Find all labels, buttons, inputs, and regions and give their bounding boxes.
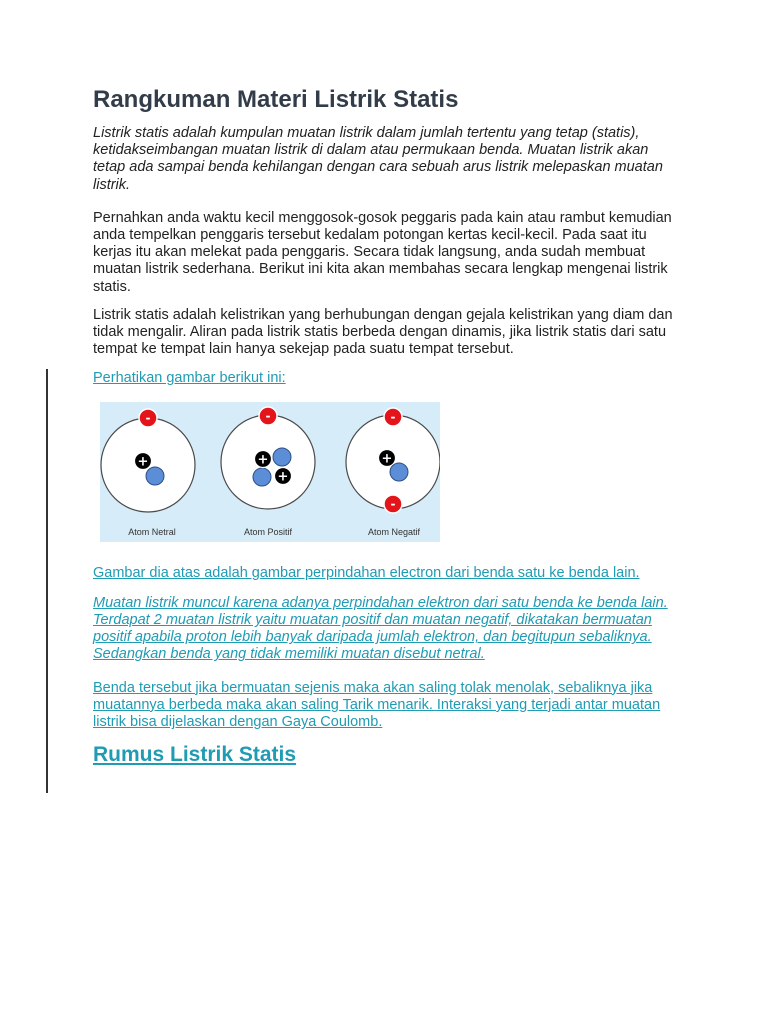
atom-positif-proton-1-sign: +: [257, 452, 269, 468]
atom-netral: [101, 409, 195, 537]
atom-positif-proton-2-sign: +: [277, 469, 289, 485]
atom-positif: [221, 407, 315, 537]
paragraph-gambar-caption[interactable]: Gambar dia atas adalah gambar perpindahan electron dari benda satu ke benda lain.: [93, 564, 640, 581]
atom-negatif-electron-1-sign: -: [390, 409, 396, 424]
paragraph-gaya-coulomb[interactable]: Benda tersebut jika bermuatan sejenis maka akan saling tolak menolak, sebaliknya jika muatannya berbeda maka akan saling Tarik menarik. Interaksi yang terjadi antar muatan listrik bisa dijelaskan dengan Gaya Coulomb.: [93, 679, 661, 731]
paragraph-ruler-experiment: Pernahkan anda waktu kecil menggosok-gosok peggaris pada kain atau rambut kemudian anda tempelkan penggaris tersebut kedalam potongan kertas kecil-kecil. Pada saat itu kerjas itu akan melekat pada penggaris. Secara tidak langsung, anda sudah membuat muatan listrik sederhana. Berikut ini kita akan membahas secara lengkap mengenai listrik statis.: [93, 209, 672, 295]
atom-negatif: [346, 408, 440, 537]
intro-paragraph: Listrik statis adalah kumpulan muatan listrik dalam jumlah tertentu yang tetap (statis), ketidakseimbangan muatan listrik di dalam atau permukaan benda. Muatan listrik akan tetap ada sampai benda kehilangan dengan cara sebuah arus listrik melepaskan muatan listrik.: [93, 125, 663, 193]
atom-netral-neutron: [146, 467, 164, 485]
paragraph-definition: Listrik statis adalah kelistrikan yang berhubungan dengan gejala kelistrikan yang diam dan tidak mengalir. Aliran pada listrik statis berbeda dengan dinamis, jika listrik statis dari satu tempat ke tempat lain hanya sekejap pada suatu tempat tersebut.: [93, 306, 673, 358]
document-content: [93, 84, 683, 769]
atom-negatif-electron-2-sign: -: [390, 496, 396, 511]
atom-positif-electron-sign: -: [265, 408, 271, 423]
atom-positif-label: Atom Positif: [243, 526, 293, 537]
atom-positif-neutron-1: [273, 448, 291, 466]
atom-diagram: [100, 402, 440, 542]
atom-netral-label: Atom Netral: [128, 526, 176, 537]
atom-negatif-label: Atom Negatif: [367, 526, 421, 537]
page-title: Rangkuman Materi Listrik Statis: [93, 86, 459, 113]
atom-positif-neutron-2: [253, 468, 271, 486]
atom-netral-proton-sign: +: [137, 454, 149, 470]
paragraph-muatan-listrik[interactable]: Muatan listrik muncul karena adanya perpindahan elektron dari satu benda ke benda lain. Terdapat 2 muatan listrik yaitu muatan positif dan muatan negatif, dikatakan bermuatan positif apabila proton lebih banyak daripada jumlah elektron, dan begitupun sebaliknya. Sedangkan benda yang tidak memiliki muatan disebut netral.: [93, 594, 668, 663]
margin-line: [46, 369, 48, 793]
atom-negatif-proton-sign: +: [381, 451, 393, 467]
atom-netral-electron-sign: -: [145, 410, 151, 425]
atom-figure: [100, 402, 440, 542]
atom-negatif-neutron: [390, 463, 408, 481]
link-perhatikan-gambar[interactable]: Perhatikan gambar berikut ini:: [93, 370, 286, 387]
section-heading-rumus[interactable]: Rumus Listrik Statis: [93, 743, 297, 767]
